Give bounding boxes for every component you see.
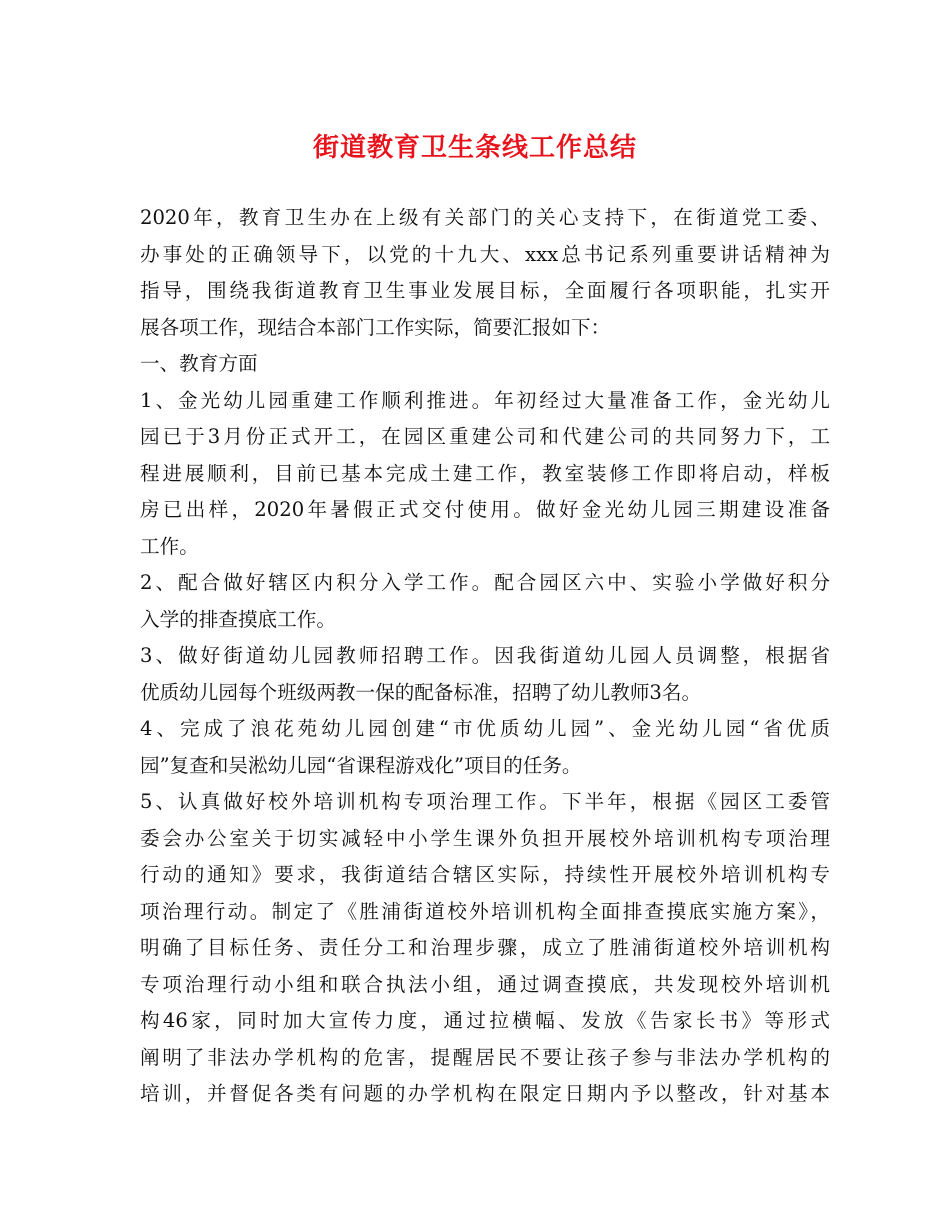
body-line: 1、金光幼儿园重建工作顺利推进。年初经过大量准备工作，金光幼儿 [140,388,830,412]
body-line: 2、配合做好辖区内积分入学工作。配合园区六中、实验小学做好积分 [140,571,830,594]
body-line: 优质幼儿园每个班级两教一保的配备标准，招聘了幼儿教师3名。 [140,680,702,704]
body-line: 园”复查和吴淞幼儿园“省课程游戏化”项目的任务。 [140,753,582,777]
body-line: 委会办公室关于切实减轻中小学生课外负担开展校外培训机构专项治理 [140,826,830,850]
body-line: 办事处的正确领导下，以党的十九大、xxx总书记系列重要讲话精神为 [140,242,830,266]
body-line: 构46家，同时加大宣传力度，通过拉横幅、发放《告家长书》等形式 [140,1009,830,1032]
document-body [140,200,830,1113]
body-line: 行动的通知》要求，我街道结合辖区实际，持续性开展校外培训机构专 [140,863,830,886]
document-title: 街道教育卫生条线工作总结 [312,133,637,163]
body-line: 专项治理行动小组和联合执法小组，通过调查摸底，共发现校外培训机 [140,972,830,996]
body-line: 项治理行动。制定了《胜浦街道校外培训机构全面排查摸底实施方案》， [140,899,830,923]
body-line: 4、完成了浪花苑幼儿园创建“市优质幼儿园”、金光幼儿园“省优质 [140,717,830,740]
body-line: 3、做好街道幼儿园教师招聘工作。因我街道幼儿园人员调整，根据省 [140,644,830,667]
body-line: 2020年，教育卫生办在上级有关部门的关心支持下，在街道党工委、 [140,206,830,229]
body-line: 工作。 [140,534,199,558]
body-line: 程进展顺利，目前已基本完成土建工作，教室装修工作即将启动，样板 [140,461,830,485]
body-line: 入学的排查摸底工作。 [140,607,336,631]
body-line: 展各项工作，现结合本部门工作实际，简要汇报如下： [140,315,611,339]
body-line: 5、认真做好校外培训机构专项治理工作。下半年，根据《园区工委管 [140,790,830,813]
body-line: 明确了目标任务、责任分工和治理步骤，成立了胜浦街道校外培训机构 [140,936,830,959]
section-heading: 一、教育方面 [140,352,258,375]
body-line: 培训，并督促各类有问题的办学机构在限定日期内予以整改，针对基本 [140,1082,830,1105]
body-line: 指导，围绕我街道教育卫生事业发展目标，全面履行各项职能，扎实开 [140,279,830,302]
body-line: 园已于3月份正式开工，在园区重建公司和代建公司的共同努力下，工 [140,425,830,448]
body-line: 阐明了非法办学机构的危害，提醒居民不要让孩子参与非法办学机构的 [140,1045,830,1069]
body-line: 房已出样，2020年暑假正式交付使用。做好金光幼儿园三期建设准备 [140,498,830,521]
